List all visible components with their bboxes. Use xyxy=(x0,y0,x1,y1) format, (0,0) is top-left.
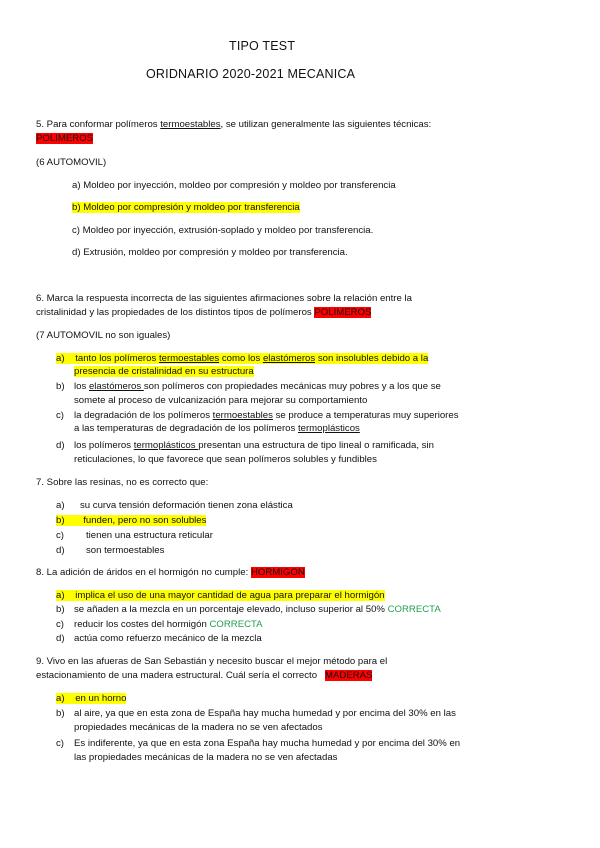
q8-option-c-text: reducir los costes del hormigón xyxy=(74,619,207,630)
q5-option-c: c) Moldeo por inyección, extrusión-soplado y moldeo por transferencia. xyxy=(72,225,374,236)
document-subtitle: ORIDNARIO 2020-2021 MECANICA xyxy=(146,67,356,81)
q7-option-b-text: funden, pero no son solubles xyxy=(83,515,207,526)
q6-c-term1: termoestables xyxy=(212,410,273,421)
q8-option-a-label: a) xyxy=(56,590,65,601)
q6-question-line1: 6. Marca la respuesta incorrecta de las siguientes afirmaciones sobre la relación entre la xyxy=(36,293,412,304)
q9-tag: MADERAS xyxy=(325,670,373,681)
q6-d-term1: termoplásticos xyxy=(133,440,199,451)
q6-a-part1: tanto los polímeros xyxy=(75,353,159,364)
q9-option-c-label: c) xyxy=(56,738,64,749)
q6-c-part2: se produce a temperaturas muy superiores xyxy=(272,410,459,421)
q8-question xyxy=(36,567,305,579)
q6-option-b xyxy=(74,381,441,393)
q9-option-a-text: en un horno xyxy=(75,693,127,704)
q8-option-a xyxy=(56,590,385,602)
q5-note: (6 AUTOMOVIL) xyxy=(36,157,107,168)
q6-b-part2: son polímeros con propiedades mecánicas muy pobres y a los que se xyxy=(143,381,441,392)
q8-option-c xyxy=(74,619,263,631)
q8-option-b xyxy=(74,604,441,616)
q8-option-b-mark: CORRECTA xyxy=(387,604,441,615)
q8-tag: HORMIGON xyxy=(250,567,305,578)
q5-option-a: a) Moldeo por inyección, moldeo por compresión y moldeo por transferencia xyxy=(72,180,396,191)
q6-option-a-label: a) xyxy=(56,353,65,364)
q6-note: (7 AUTOMOVIL no son iguales) xyxy=(36,330,171,341)
q6-line2-text: cristalinidad y las propiedades de los distintos tipos de polímeros xyxy=(36,307,312,318)
q6-a-term2: elastómeros xyxy=(262,353,316,364)
q6-question-line2 xyxy=(36,307,371,319)
q6-c-line2-text: a las temperaturas de degradación de los polímeros xyxy=(74,423,298,434)
q6-c-term2: termoplásticos xyxy=(297,423,360,434)
q6-option-d-line2: reticulaciones, lo que favorece que sean polímeros solubles y fundibles xyxy=(74,454,377,465)
q9-option-b-line1: al aire, ya que en esta zona de España hay mucha humedad y por encima del 30% en las xyxy=(74,708,456,719)
q8-option-c-mark: CORRECTA xyxy=(209,619,263,630)
q6-option-b-label: b) xyxy=(56,381,65,392)
q5-option-d: d) Extrusión, moldeo por compresión y moldeo por transferencia. xyxy=(72,247,348,258)
q9-question-line1: 9. Vivo en las afueras de San Sebastián y necesito buscar el mejor método para el xyxy=(36,656,388,667)
q7-option-a-label: a) xyxy=(56,500,65,511)
q8-option-c-label: c) xyxy=(56,619,64,630)
q5-option-b xyxy=(72,202,300,214)
q6-option-d xyxy=(74,440,434,452)
q7-option-b xyxy=(56,515,206,527)
q7-option-c-label: c) xyxy=(56,530,64,541)
q8-option-d: actúa como refuerzo mecánico de la mezcla xyxy=(74,633,262,644)
q6-option-a xyxy=(56,353,428,365)
q6-a-part2: como los xyxy=(219,353,263,364)
q6-option-d-label: d) xyxy=(56,440,65,451)
q6-option-c-label: c) xyxy=(56,410,64,421)
q7-option-b-label: b) xyxy=(56,515,65,526)
q6-option-c xyxy=(74,410,459,422)
q8-question-text: 8. La adición de áridos en el hormigón no cumple: xyxy=(36,567,249,578)
q9-option-b-label: b) xyxy=(56,708,65,719)
q7-question: 7. Sobre las resinas, no es correcto que: xyxy=(36,477,209,488)
q5-option-b-text: b) Moldeo por compresión y moldeo por transferencia xyxy=(72,202,300,213)
q7-option-d: son termoestables xyxy=(86,545,165,556)
q5-question xyxy=(36,119,431,131)
q8-option-d-label: d) xyxy=(56,633,65,644)
q8-option-b-label: b) xyxy=(56,604,65,615)
document-title: TIPO TEST xyxy=(229,39,296,53)
q5-topic-tag xyxy=(36,133,93,145)
q5-underlined-term: termoestables xyxy=(160,119,221,130)
q9-option-c-line1: Es indiferente, ya que en esta zona España hay mucha humedad y por encima del 30% en xyxy=(74,738,461,749)
q9-option-c-line2: las propiedades mecánicas de la madera no se ven afectadas xyxy=(74,752,338,763)
q7-option-c: tienen una estructura reticular xyxy=(86,530,213,541)
q9-option-a xyxy=(56,693,126,705)
q5-tag: POLIMEROS xyxy=(36,133,94,144)
q9-option-a-label: a) xyxy=(56,693,65,704)
q6-c-part1: la degradación de los polímeros xyxy=(74,410,213,421)
q6-tag: POLIMEROS xyxy=(314,307,372,318)
q9-option-b-line2: propiedades mecánicas de la madera no se ven afectados xyxy=(74,722,323,733)
q8-option-b-text: se añaden a la mezcla en un porcentaje elevado, incluso superior al 50% xyxy=(74,604,385,615)
q7-option-d-label: d) xyxy=(56,545,65,556)
q6-b-term1: elastómeros xyxy=(88,381,144,392)
q6-a-term1: termoestables xyxy=(158,353,220,364)
q5-text-suffix: , se utilizan generalmente las siguientes técnicas: xyxy=(220,119,432,130)
q5-text-prefix: 5. Para conformar polímeros xyxy=(36,119,161,130)
q6-option-a-line2 xyxy=(74,366,254,378)
q6-option-c-line2 xyxy=(74,423,360,435)
q6-a-line2-text: presencia de cristalinidad en su estructura xyxy=(74,366,254,377)
q6-a-part3: son insolubles debido a la xyxy=(315,353,429,364)
q6-b-part1: los xyxy=(74,381,89,392)
q6-option-b-line2: somete al proceso de vulcanización para mejorar su comportamiento xyxy=(74,395,368,406)
q9-line2-text: estacionamiento de una madera estructural. Cuál sería el correcto xyxy=(36,670,318,681)
q6-d-part2: presentan una estructura de tipo lineal o ramificada, sin xyxy=(198,440,434,451)
q9-question-line2 xyxy=(36,670,372,682)
q6-d-part1: los polímeros xyxy=(74,440,134,451)
q8-option-a-text: implica el uso de una mayor cantidad de agua para preparar el hormigón xyxy=(75,590,385,601)
q7-option-a: su curva tensión deformación tienen zona elástica xyxy=(80,500,293,511)
